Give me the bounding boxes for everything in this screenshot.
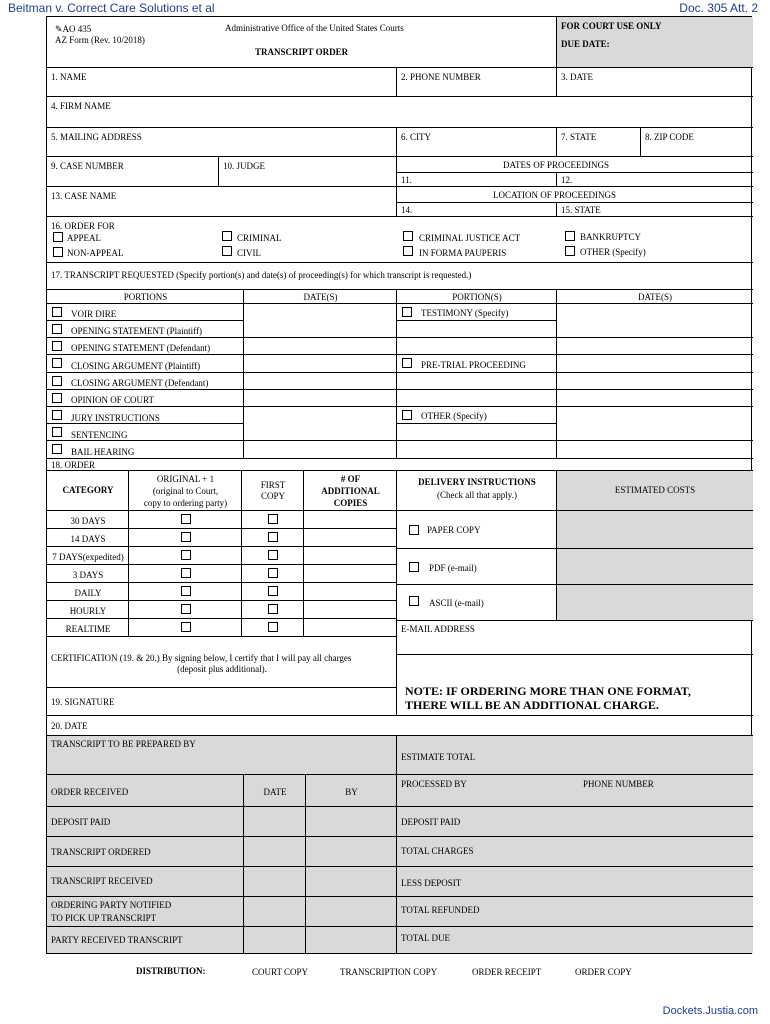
order-for-label: 16. ORDER FOR — [51, 221, 115, 231]
right-portion-cell[interactable] — [397, 424, 557, 441]
name-field[interactable] — [47, 68, 397, 97]
other-order-label: OTHER (Specify) — [580, 247, 646, 257]
non-appeal-label: NON-APPEAL — [67, 248, 124, 258]
case-name-label: 13. CASE NAME — [51, 191, 117, 201]
additional-copies-col-header — [304, 471, 397, 511]
first-copy-checkbox[interactable] — [268, 550, 278, 560]
delivery-col-header — [397, 471, 557, 511]
transcript-ordered-by[interactable] — [306, 837, 397, 867]
location-city-field[interactable] — [397, 203, 557, 217]
portion-row — [47, 355, 244, 373]
right-portion-cell[interactable] — [397, 373, 557, 390]
first-copy-cell — [242, 619, 304, 637]
cja-checkbox[interactable] — [403, 231, 413, 241]
right-date-cell[interactable] — [557, 407, 753, 441]
dates2-label: DATE(S) — [638, 292, 672, 302]
portion-date-cell[interactable] — [244, 338, 397, 355]
first-copy-cell — [242, 601, 304, 619]
party-notified-label-2: TO PICK UP TRANSCRIPT — [51, 913, 157, 923]
first-copy-checkbox[interactable] — [268, 622, 278, 632]
firm-name-field[interactable] — [47, 97, 753, 128]
first-copy-col-header — [242, 471, 304, 511]
additional-copies-input[interactable] — [304, 547, 397, 565]
civil-checkbox[interactable] — [222, 246, 232, 256]
case-number-field[interactable] — [47, 157, 219, 187]
transcript-received-label: TRANSCRIPT RECEIVED — [51, 876, 153, 886]
pdf-label: PDF (e-mail) — [429, 563, 477, 573]
transcript-received-field[interactable] — [47, 867, 244, 897]
first-copy-checkbox[interactable] — [268, 568, 278, 578]
total-charges-label: TOTAL CHARGES — [401, 846, 474, 856]
deposit-paid-by[interactable] — [306, 807, 397, 837]
phone-label: 2. PHONE NUMBER — [401, 72, 481, 82]
portion-label: BAIL HEARING — [71, 447, 135, 457]
party-received-by[interactable] — [306, 927, 397, 953]
paper-copy-row — [397, 511, 557, 549]
justia-footer-link[interactable]: Dockets.Justia.com — [662, 1005, 758, 1017]
pdf-cost[interactable] — [557, 549, 753, 585]
transcript-ordered-field[interactable] — [47, 837, 244, 867]
estimated-costs-label: ESTIMATED COSTS — [614, 485, 696, 495]
first-copy-checkbox[interactable] — [268, 604, 278, 614]
other-portion-row — [397, 407, 557, 424]
field-14-label: 14. — [401, 205, 413, 215]
portion-checkbox[interactable] — [52, 410, 62, 420]
first-copy-checkbox[interactable] — [268, 586, 278, 596]
order-received-by-label: BY — [345, 787, 358, 797]
right-date-cell[interactable] — [557, 338, 753, 355]
order-received-date[interactable] — [244, 775, 306, 807]
original-cell — [129, 583, 242, 601]
paper-copy-label: PAPER COPY — [427, 525, 481, 535]
estimate-total-field[interactable] — [397, 736, 753, 775]
portion-label: JURY INSTRUCTIONS — [71, 413, 160, 423]
portion-checkbox[interactable] — [52, 358, 62, 368]
judge-label: 10. JUDGE — [223, 161, 265, 171]
pretrial-label: PRE-TRIAL PROCEEDING — [421, 360, 526, 370]
delivery-label-2: (Check all that apply.) — [437, 490, 517, 500]
format-note-line-1: NOTE: IF ORDERING MORE THAN ONE FORMAT, — [405, 684, 691, 698]
distribution-line — [0, 964, 770, 978]
right-portion-cell[interactable] — [397, 338, 557, 355]
paper-copy-checkbox[interactable] — [409, 525, 419, 535]
other-order-checkbox[interactable] — [565, 246, 575, 256]
right-date-cell[interactable] — [557, 355, 753, 373]
category-col-header — [47, 471, 129, 511]
right-portion-cell[interactable] — [397, 441, 557, 459]
proceeding-date-to[interactable] — [557, 173, 753, 187]
city-label: 6. CITY — [401, 132, 431, 142]
distribution-transcription-copy: TRANSCRIPTION COPY — [340, 967, 438, 977]
order-received-date-label: DATE — [263, 787, 287, 797]
mailing-address-field[interactable] — [47, 128, 397, 157]
first-copy-cell — [242, 547, 304, 565]
location-header — [397, 187, 753, 203]
certification-text-2: (deposit plus additional). — [177, 664, 267, 674]
original-checkbox[interactable] — [181, 604, 191, 614]
court-use-label: FOR COURT USE ONLY — [561, 21, 662, 31]
proceeding-date-from[interactable] — [397, 173, 557, 187]
original-col-header — [129, 471, 242, 511]
category-name: 14 DAYS — [70, 534, 106, 544]
cja-label: CRIMINAL JUSTICE ACT — [419, 233, 521, 243]
first-copy-label-2: COPY — [260, 491, 285, 501]
processed-by-label: PROCESSED BY — [401, 779, 467, 789]
dates-label: DATE(S) — [303, 292, 338, 302]
order-for-section — [47, 217, 753, 263]
bankruptcy-checkbox[interactable] — [565, 231, 575, 241]
cert-date-field[interactable] — [47, 716, 753, 736]
category-name: HOURLY — [69, 606, 107, 616]
form-header — [47, 17, 557, 68]
category-label: CATEGORY — [62, 485, 114, 495]
category-row — [47, 511, 129, 529]
processed-by-field[interactable] — [397, 775, 753, 807]
field-15-label: 15. STATE — [561, 205, 601, 215]
order-section-label: 18. ORDER — [51, 460, 96, 470]
additional-copies-input[interactable] — [304, 583, 397, 601]
additional-copies-input[interactable] — [304, 619, 397, 637]
bankruptcy-label: BANKRUPTCY — [580, 232, 642, 242]
date-label: 3. DATE — [561, 72, 593, 82]
original-checkbox[interactable] — [181, 532, 191, 542]
party-received-date[interactable] — [244, 927, 306, 953]
portion-date-cell[interactable] — [244, 304, 397, 338]
prepared-by-label: TRANSCRIPT TO BE PREPARED BY — [51, 739, 196, 749]
ascii-cost[interactable] — [557, 585, 753, 621]
appeal-label: APPEAL — [67, 233, 102, 243]
portion-date-cell[interactable] — [244, 441, 397, 459]
email-address-field[interactable] — [397, 621, 753, 655]
dates-of-proceedings-header — [397, 157, 753, 173]
transcript-requested-label: 17. TRANSCRIPT REQUESTED (Specify portion(s) and date(s) of proceeding(s) for which transcript is requested.) — [51, 270, 472, 280]
original-label-1: ORIGINAL + 1 — [156, 474, 215, 484]
office-name: Administrative Office of the United States Courts — [225, 23, 404, 33]
dates2-col-header — [557, 290, 753, 304]
original-cell — [129, 601, 242, 619]
email-address-label: E-MAIL ADDRESS — [401, 624, 475, 634]
deposit-paid-date[interactable] — [244, 807, 306, 837]
total-refunded-label: TOTAL REFUNDED — [401, 905, 480, 915]
state-field[interactable] — [557, 128, 641, 157]
format-note-line-2: THERE WILL BE AN ADDITIONAL CHARGE. — [405, 698, 659, 712]
total-due-field[interactable] — [397, 927, 753, 953]
additional-copies-input[interactable] — [304, 601, 397, 619]
order-received-by[interactable] — [306, 775, 397, 807]
total-charges-field[interactable] — [397, 837, 753, 867]
portion-row — [47, 424, 244, 441]
portion-checkbox[interactable] — [52, 341, 62, 351]
dates-col-header — [244, 290, 397, 304]
portion-checkbox[interactable] — [52, 393, 62, 403]
first-copy-checkbox[interactable] — [268, 532, 278, 542]
total-refunded-field[interactable] — [397, 897, 753, 927]
mailing-address-label: 5. MAILING ADDRESS — [51, 132, 142, 142]
testimony-checkbox[interactable] — [402, 307, 412, 317]
total-due-label: TOTAL DUE — [401, 933, 451, 943]
transcript-portions-grid — [47, 304, 753, 459]
ascii-row — [397, 585, 557, 621]
zip-code-field[interactable] — [641, 128, 753, 157]
original-cell — [129, 529, 242, 547]
category-name: 7 DAYS(expedited) — [52, 552, 124, 562]
other-portion-checkbox[interactable] — [402, 410, 412, 420]
ascii-checkbox[interactable] — [409, 596, 419, 606]
portions2-col-header — [397, 290, 557, 304]
estimated-costs-header — [557, 471, 753, 511]
pretrial-row — [397, 355, 557, 373]
portion-checkbox[interactable] — [52, 376, 62, 386]
case-title[interactable]: Beitman v. Correct Care Solutions et al — [8, 1, 215, 15]
testimony-label: TESTIMONY (Specify) — [421, 308, 509, 318]
paper-copy-cost[interactable] — [557, 511, 753, 549]
category-row — [47, 601, 129, 619]
form-title: TRANSCRIPT ORDER — [255, 47, 349, 57]
additional-label-2: ADDITIONAL — [321, 486, 380, 496]
portion-label: CLOSING ARGUMENT (Plaintiff) — [71, 361, 201, 371]
portion-label: VOIR DIRE — [71, 309, 117, 319]
firm-name-label: 4. FIRM NAME — [51, 101, 111, 111]
additional-copies-input[interactable] — [304, 565, 397, 583]
ifp-checkbox[interactable] — [403, 246, 413, 256]
portion-row — [47, 321, 244, 338]
portion-date-cell[interactable] — [244, 355, 397, 373]
right-date-cell[interactable] — [557, 390, 753, 407]
signature-label: 19. SIGNATURE — [51, 697, 115, 707]
portion-checkbox[interactable] — [52, 307, 62, 317]
original-cell — [129, 511, 242, 529]
portion-row — [47, 304, 244, 321]
first-copy-cell — [242, 565, 304, 583]
field-11-label: 11. — [401, 175, 412, 185]
dates-of-proceedings-label: DATES OF PROCEEDINGS — [503, 160, 610, 170]
original-checkbox[interactable] — [181, 568, 191, 578]
first-copy-cell — [242, 529, 304, 547]
less-deposit-field[interactable] — [397, 867, 753, 897]
location-state-field[interactable] — [557, 203, 753, 217]
civil-label: CIVIL — [237, 248, 261, 258]
delivery-label-1: DELIVERY INSTRUCTIONS — [418, 477, 536, 487]
portion-row — [47, 373, 244, 390]
portion-row — [47, 407, 244, 424]
portion-label: CLOSING ARGUMENT (Defendant) — [71, 378, 209, 388]
distribution-order-receipt: ORDER RECEIPT — [472, 967, 542, 977]
portion-checkbox[interactable] — [52, 427, 62, 437]
deposit-paid-right-label: DEPOSIT PAID — [401, 817, 461, 827]
case-name-field[interactable] — [47, 187, 397, 217]
category-name: 3 DAYS — [72, 570, 104, 580]
due-date-label: DUE DATE: — [561, 39, 610, 49]
field-12-label: 12. — [561, 175, 573, 185]
original-checkbox[interactable] — [181, 622, 191, 632]
original-label-2: (original to Court, — [152, 486, 219, 496]
party-notified-label-1: ORDERING PARTY NOTIFIED — [51, 900, 172, 910]
appeal-checkbox[interactable] — [53, 232, 63, 242]
format-note-box — [397, 655, 753, 716]
deposit-paid-field[interactable] — [47, 807, 244, 837]
original-checkbox[interactable] — [181, 586, 191, 596]
category-row — [47, 565, 129, 583]
category-row — [47, 583, 129, 601]
first-copy-label-1: FIRST — [260, 480, 286, 490]
portion-row — [47, 338, 244, 355]
original-cell — [129, 547, 242, 565]
transcript-ordered-date[interactable] — [244, 837, 306, 867]
category-row — [47, 529, 129, 547]
criminal-label: CRIMINAL — [237, 233, 282, 243]
original-cell — [129, 619, 242, 637]
original-cell — [129, 565, 242, 583]
transcript-received-date[interactable] — [244, 867, 306, 897]
location-label: LOCATION OF PROCEEDINGS — [493, 190, 617, 200]
portion-label: OPENING STATEMENT (Plaintiff) — [71, 326, 202, 336]
ifp-label: IN FORMA PAUPERIS — [419, 248, 507, 258]
less-deposit-label: LESS DEPOSIT — [401, 878, 462, 888]
first-copy-cell — [242, 583, 304, 601]
prepared-by-field[interactable] — [47, 736, 397, 775]
phone-field[interactable] — [397, 68, 557, 97]
original-label-3: copy to ordering party) — [143, 498, 228, 508]
right-date-cell[interactable] — [557, 441, 753, 459]
original-checkbox[interactable] — [181, 514, 191, 524]
right-date-cell[interactable] — [557, 304, 753, 338]
cert-date-label: 20. DATE — [51, 721, 88, 731]
distribution-court-copy: COURT COPY — [252, 967, 309, 977]
court-use-box — [557, 17, 753, 68]
date-field[interactable] — [557, 68, 753, 97]
portion-date-cell[interactable] — [244, 407, 397, 441]
portion-date-cell[interactable] — [244, 390, 397, 407]
additional-label-3: COPIES — [333, 498, 368, 508]
party-notified-by[interactable] — [306, 897, 397, 927]
other-portion-label: OTHER (Specify) — [421, 411, 487, 421]
portion-row — [47, 390, 244, 407]
estimate-total-label: ESTIMATE TOTAL — [401, 752, 476, 762]
deposit-paid-amount[interactable] — [397, 807, 753, 837]
order-received-label: ORDER RECEIVED — [51, 787, 129, 797]
portions2-label: PORTION(S) — [452, 292, 502, 302]
additional-label-1: # OF — [340, 474, 361, 484]
judge-field[interactable] — [219, 157, 397, 187]
non-appeal-checkbox[interactable] — [53, 247, 63, 257]
category-row — [47, 619, 129, 637]
portion-checkbox[interactable] — [52, 444, 62, 454]
testimony-row — [397, 304, 557, 321]
state-label: 7. STATE — [561, 132, 597, 142]
pretrial-checkbox[interactable] — [402, 358, 412, 368]
category-name: REALTIME — [65, 624, 111, 634]
portion-row — [47, 441, 244, 459]
order-received-field[interactable] — [47, 775, 244, 807]
right-portion-cell[interactable] — [397, 390, 557, 407]
transcript-ordered-label: TRANSCRIPT ORDERED — [51, 847, 151, 857]
category-name: 30 DAYS — [70, 516, 106, 526]
name-label: 1. NAME — [51, 72, 87, 82]
processed-phone-label: PHONE NUMBER — [583, 779, 654, 789]
portion-label: OPENING STATEMENT (Defendant) — [71, 343, 211, 353]
right-portion-cell[interactable] — [397, 321, 557, 338]
category-name: DAILY — [74, 588, 102, 598]
portions-label: PORTIONS — [123, 292, 168, 302]
deposit-paid-label: DEPOSIT PAID — [51, 817, 111, 827]
distribution-label: DISTRIBUTION: — [136, 966, 206, 976]
portion-label: OPINION OF COURT — [71, 395, 154, 405]
first-copy-checkbox[interactable] — [268, 514, 278, 524]
form-revision: AZ Form (Rev. 10/2018) — [55, 35, 145, 45]
pdf-checkbox[interactable] — [409, 562, 419, 572]
original-checkbox[interactable] — [181, 550, 191, 560]
doc-reference[interactable]: Doc. 305 Att. 2 — [679, 1, 758, 15]
case-number-label: 9. CASE NUMBER — [51, 161, 124, 171]
certification-box — [47, 637, 397, 688]
ascii-label: ASCII (e-mail) — [429, 598, 484, 608]
transcript-requested-header — [47, 263, 753, 290]
form-number: ✎AO 435 — [55, 24, 92, 34]
portion-date-cell[interactable] — [244, 373, 397, 390]
transcript-received-by[interactable] — [306, 867, 397, 897]
additional-copies-input[interactable] — [304, 529, 397, 547]
criminal-checkbox[interactable] — [222, 231, 232, 241]
signature-field[interactable] — [47, 688, 397, 716]
first-copy-cell — [242, 511, 304, 529]
pdf-row — [397, 549, 557, 585]
zip-code-label: 8. ZIP CODE — [645, 132, 694, 142]
party-received-label: PARTY RECEIVED TRANSCRIPT — [51, 935, 183, 945]
transcript-order-form — [46, 16, 752, 954]
party-received-field[interactable] — [47, 927, 244, 953]
party-notified-date[interactable] — [244, 897, 306, 927]
order-section-header — [47, 459, 753, 471]
certification-text-1: CERTIFICATION (19. & 20.) By signing below, I certify that I will pay all charges — [51, 653, 352, 663]
category-row — [47, 547, 129, 565]
distribution-order-copy: ORDER COPY — [575, 967, 632, 977]
additional-copies-input[interactable] — [304, 511, 397, 529]
portions-col-header — [47, 290, 244, 304]
portion-label: SENTENCING — [71, 430, 128, 440]
party-notified-field[interactable] — [47, 897, 244, 927]
city-field[interactable] — [397, 128, 557, 157]
right-date-cell[interactable] — [557, 373, 753, 390]
portion-checkbox[interactable] — [52, 324, 62, 334]
